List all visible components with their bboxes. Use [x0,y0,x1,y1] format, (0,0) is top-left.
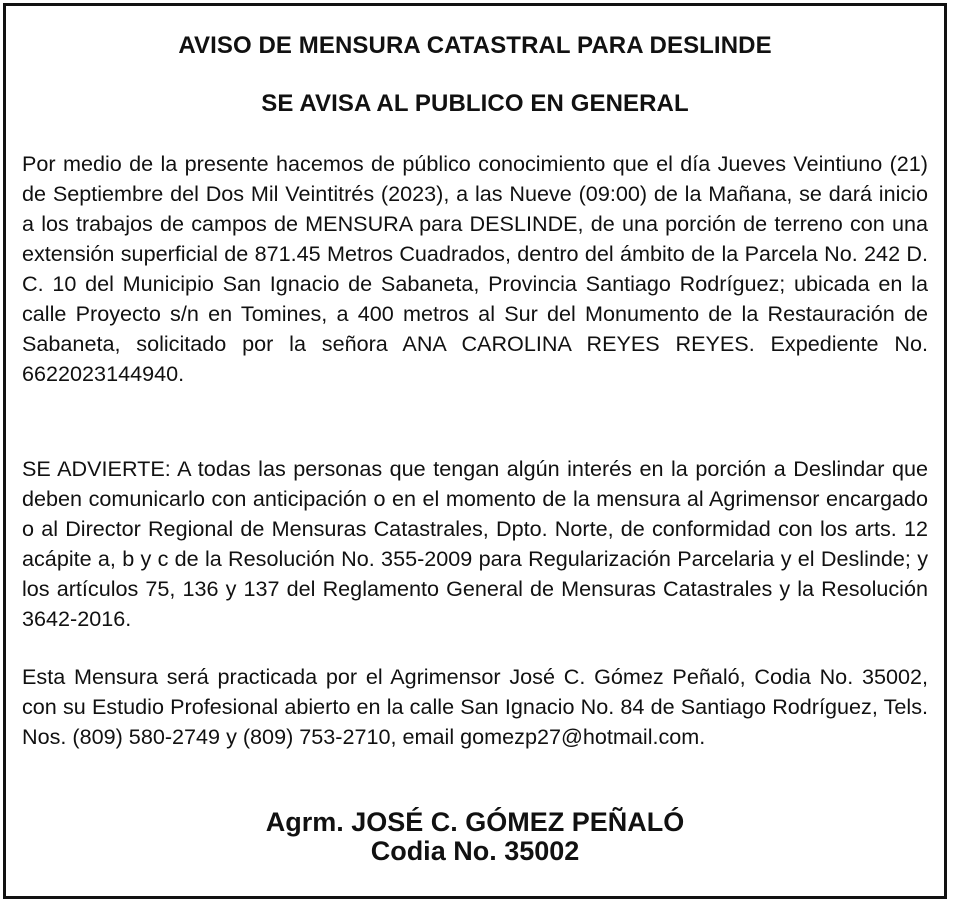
notice-frame [3,3,947,899]
signature-codia: Codia No. 35002 [370,836,580,866]
notice-title: AVISO DE MENSURA CATASTRAL PARA DESLINDE [178,32,772,59]
notice-subtitle: SE AVISA AL PUBLICO EN GENERAL [261,90,689,117]
signature-name: Agrm. JOSÉ C. GÓMEZ PEÑALÓ [265,807,685,837]
notice-paragraph-intro: Por medio de la presente hacemos de público conocimiento que el día Jueves Veintiuno (21) de Septiembre del Dos Mil Veintitrés (2023), a las Nueve (09:00) de la Mañana, se dará inicio a los trabajos de campos de MENSURA para DESLINDE, de una porción de terreno con una extensión superficial de 871.45 Metros Cuadrados, dentro del ámbito de la Parcela No. 242 D. C. 10 del Municipio San Ignacio de Sabaneta, Provincia Santiago Rodríguez; ubicada en la calle Proyecto s/n en Tomines, a 400 metros al Sur del Monumento de la Restauración de Sabaneta, solicitado por la señora ANA CAROLINA REYES REYES. Expediente No. 6622023144940. [22,151,928,386]
signature-block [6,808,944,866]
notice-paragraph-surveyor: Esta Mensura será practicada por el Agrimensor José C. Gómez Peñaló, Codia No. 35002, con su Estudio Profesional abierto en la calle San Ignacio No. 84 de Santiago Rodríguez, Tels. Nos. (809) 580-2749 y (809) 753-2710, email gomezp27@hotmail.com. [22,664,928,749]
notice-paragraph-warning: SE ADVIERTE: A todas las personas que tengan algún interés en la porción a Deslindar que deben comunicarlo con anticipación o en el momento de la mensura al Agrimensor encargado o al Director Regional de Mensuras Catastrales, Dpto. Norte, de conformidad con los arts. 12 acápite a, b y c de la Resolución No. 355-2009 para Regularización Parcelaria y el Deslinde; y los artículos 75, 136 y 137 del Reglamento General de Mensuras Catastrales y la Resolución 3642-2016. [22,456,928,631]
